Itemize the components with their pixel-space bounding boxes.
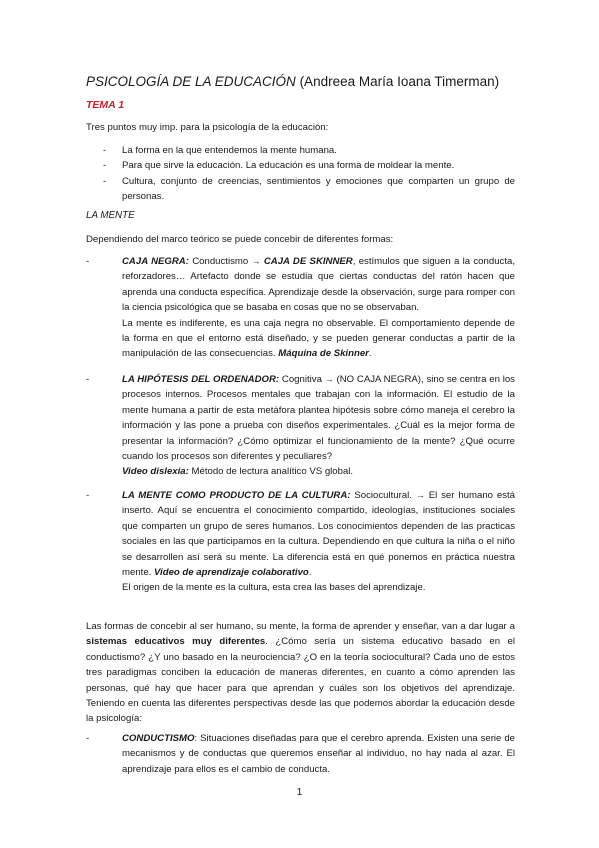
caja-negra-description: , estímulos que siguen a la conducta, reforzadores… Artefacto donde se estudia que ciertas conductas del ratón hacen que aprenda una conducta específica. Aprendizaje desde la observación, surge para romper con la ciencia psicológica que se basaba en cosas que no se observaban. [122, 256, 515, 314]
cultura-paragraph-2: El origen de la mente es la cultura, esta crea las bases del aprendizaje. [122, 582, 426, 594]
sistemas-educativos-bold: sistemas educativos muy diferentes [86, 636, 266, 648]
dash-bullet: - [86, 374, 90, 385]
arrow-icon: → [324, 374, 334, 384]
caja-negra-label: CAJA NEGRA: [122, 256, 189, 267]
list-item: - La forma en la que entendemos la mente humana. [86, 143, 515, 158]
title-main: PSICOLOGÍA DE LA EDUCACIÓN [86, 74, 296, 89]
video-aprendizaje-label: Video de aprendizaje colaborativo [154, 567, 309, 579]
ordenador-item [86, 372, 515, 480]
formas-text: Las formas de concebir al ser humano, su mente, la forma de aprender y enseñar, van a dar lugar a [86, 621, 515, 632]
period: . [368, 348, 372, 360]
caja-negra-paragraph-2 [122, 316, 515, 362]
ordenador-text: Cognitiva [279, 374, 325, 385]
skinner-machine-label: Máquina de Skinner [278, 348, 369, 360]
caja-negra-text-2: La mente es indiferente, es una caja negra no observable. El comportamiento depende de la forma en que el entorno está diseñado, y se pueden generar conductas a partir de la manipulación de las consecuencias. [122, 317, 515, 360]
list-item: - Para que sirve la educación. La educación es una forma de moldear la mente. [86, 158, 515, 173]
formas-text-2: . ¿Cómo sería un sistema educativo basado en el conductismo? ¿Y uno basado en la neurociencia? ¿O en la teoría sociocultural? Cada uno de estos tres paradigmas conciben la educación de maneras diferentes, en cuanto a cómo aprenden las personas, qué hay que hacer para que aprendan y cuáles son los objetivos del aprendizaje. Teniendo en cuenta las diferentes perspectivas desde las que podemos abordar la educación desde la psicología: [86, 636, 515, 725]
caja-negra-text: Conductismo [188, 256, 252, 267]
cultura-label: LA MENTE COMO PRODUCTO DE LA CULTURA: [122, 490, 351, 501]
video-dislexia-text: Método de lectura analítico VS global. [188, 466, 354, 478]
ordenador-description: (NO CAJA NEGRA), sino se centra en los procesos internos. Procesos mentales que trabajan con la información. El estudio de la mente humana a partir de esta metáfora plantea hipótesis sobre cómo maneja el cerebro la información y las pone a prueba con diseños experimentales. ¿Cuál es la mejor forma de presentar la información? ¿Cómo optimizar el funcionamiento de la mente? ¿Qué ocurre cuando los procesos son diferentes y peculiares? [122, 374, 515, 463]
arrow-icon: → [251, 256, 261, 266]
document-title [86, 74, 499, 89]
video-dislexia-label: Video dislexia: [122, 466, 189, 478]
caja-negra-item [86, 254, 515, 362]
title-author: (Andreea María Ioana Timerman) [295, 74, 500, 89]
cultura-item [86, 488, 516, 596]
video-dislexia-line [122, 464, 515, 479]
conductismo-label: CONDUCTISMO [122, 733, 195, 744]
intro-list [86, 143, 515, 205]
period: . [308, 567, 312, 579]
cultura-text: Sociocultural. [350, 490, 416, 501]
cultura-description: El ser humano está inserto. Aquí se encuentra el conocimiento compartido, ideologías, instituciones sociales que comparten un grupo de seres humanos. Los conocimientos dependen de las practicas sociales en las que participamos en la cultura. Dependiendo en que cultura la niña o el niño se desarrollen así será su mente. La diferencia está en qué ponemos en práctica nuestra mente. [122, 490, 516, 579]
dash-bullet: - [86, 733, 90, 744]
skinner-label: CAJA DE SKINNER [260, 256, 353, 267]
mente-lead: Dependiendo del marco teórico se puede concebir de diferentes formas: [86, 234, 394, 245]
ordenador-label: LA HIPÓTESIS DEL ORDENADOR: [122, 374, 280, 385]
section-tema-heading: TEMA 1 [86, 99, 125, 111]
dash-bullet: - [86, 490, 90, 501]
mente-heading: LA MENTE [86, 210, 135, 221]
arrow-icon: → [415, 490, 425, 500]
dash-bullet: - [86, 256, 90, 267]
page-number: 1 [296, 787, 303, 798]
list-item: - Cultura, conjunto de creencias, sentimientos y emociones que comparten un grupo de personas. [86, 174, 515, 205]
conductismo-text: : Situaciones diseñadas para que el cerebro aprenda. Existen una serie de mecanismos y de conductas que queremos enseñar al individuo, no hay nada al azar. El aprendizaje para ellos es el cambio de conducta. [122, 733, 515, 775]
conductismo-item [86, 731, 515, 777]
intro-lead: Tres puntos muy imp. para la psicología de la educación: [86, 122, 329, 133]
formas-paragraph [86, 619, 515, 727]
